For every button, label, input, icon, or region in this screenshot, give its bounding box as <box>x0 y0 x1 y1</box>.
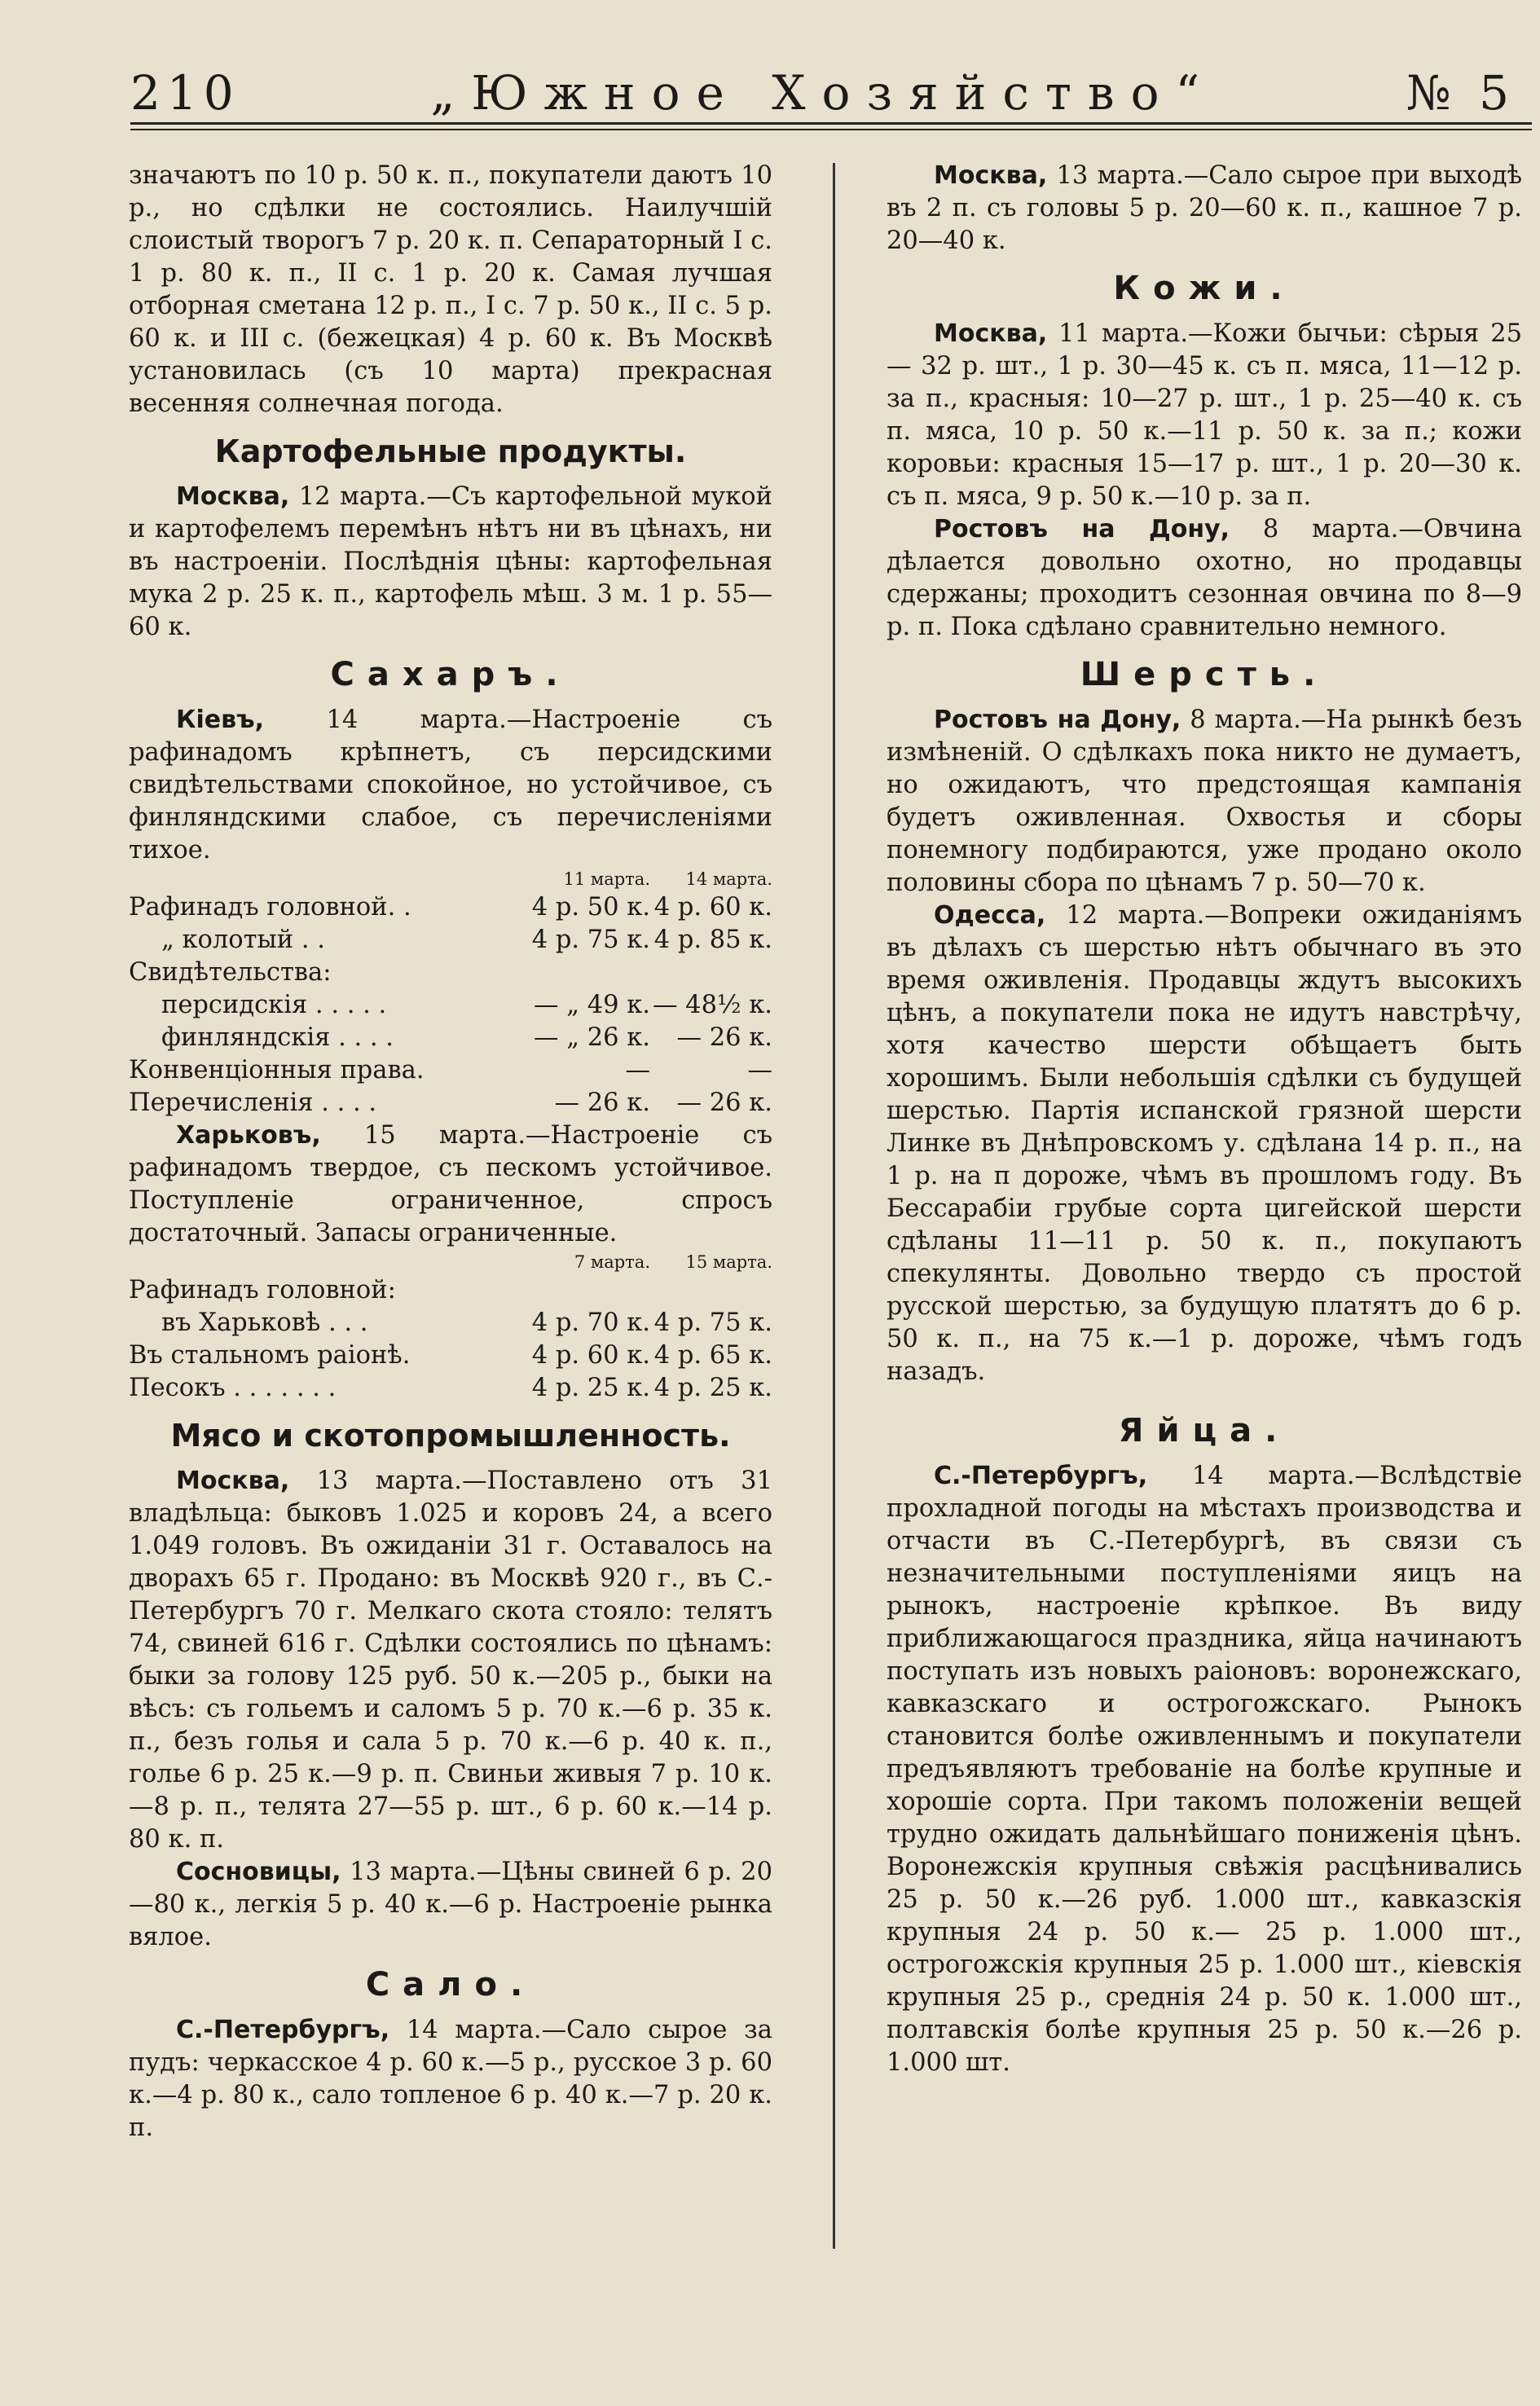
intro-paragraph: значаютъ по 10 р. 50 к. п., покупатели даютъ 10 р., но сдѣлки не состоялись. Наилучшій слоистый творогъ 7 р. 20 к. п. Сепараторный I с. 1 р. 80 к. п., II с. 1 р. 20 к. Самая лучшая отборная сметана 12 р. п., I с. 7 р. 50 к., II с. 5 р. 60 к. и III с. (бежецкая) 4 р. 60 к. Въ Москвѣ установилась (съ 10 марта) прекрасная весенняя солнечная погода. <box>129 161 772 418</box>
table-row: Въ стальномъ раіонѣ. 4 р. 60 к. 4 р. 65 к. <box>129 1341 772 1370</box>
section-heading-sugar: Сахаръ. <box>330 656 571 693</box>
table-row: Конвенціонныя права. — — <box>129 1056 772 1084</box>
report-place: Москва, <box>176 1467 290 1495</box>
table-row: Песокъ . . . . . . . 4 р. 25 к. 4 р. 25 к. <box>129 1374 772 1402</box>
issue-number: № 5 <box>1406 65 1516 121</box>
column-divider <box>833 163 835 2249</box>
report-place: Ростовъ на Дону, <box>934 515 1230 543</box>
report-text: 8 марта.—На рынкѣ безъ измѣненій. О сдѣлкахъ пока никто не думаетъ, но ожидаютъ, что предстоящая кампанія будетъ оживленная. Охвостья и сборы понемногу подбираются, уже продано около половины сбора по цѣнамъ 7 р. 50—70 к. <box>887 706 1523 897</box>
journal-title: „Южное Хозяйство“ <box>430 65 1217 121</box>
table-row: Свидѣтельства: <box>129 958 332 987</box>
report-text: 8 марта.—Овчина дѣлается довольно охотно, но продавцы сдержаны; проходитъ сезонная овчина по 8—9 р. п. Пока сдѣлано сравнительно немного. <box>887 515 1522 641</box>
date-col-1: 11 марта. <box>563 869 650 889</box>
table-date-row <box>129 867 772 891</box>
kharkov-price-table <box>129 1250 772 1405</box>
table-row: персидскія . . . . . — „ 49 к. — 48½ к. <box>161 991 772 1019</box>
kharkov-report <box>129 1119 772 1250</box>
table-date-row <box>129 1250 772 1274</box>
report-text: 11 марта.—Кожи бычьи: сѣрыя 25— 32 р. шт., 1 р. 30—45 к. съ п. мяса, 11—12 р. за п., красныя: 10—27 р. шт., 1 р. 25—40 к. съ п. мяса, 10 р. 50 к.—11 р. 50 к. за п.; кожи коровьи: красныя 15—17 р. шт., 1 р. 20—30 к. съ п. мяса, 9 р. 50 к.—10 р. за п. <box>887 319 1522 511</box>
spacer <box>887 1388 1522 1400</box>
right-column <box>887 160 1522 2079</box>
report-place: Ростовъ на Дону, <box>934 706 1181 734</box>
table-row: „ колотый . . 4 р. 75 к. 4 р. 85 к. <box>161 926 772 954</box>
report-text: 14 марта.—Вслѣдствіе прохладной погоды на мѣстахъ производства и отчасти въ С.-Петербургѣ, въ связи съ незначительными поступленіями яицъ на рынокъ, настроеніе крѣпкое. Въ виду приближающагося праздника, яйца начинаютъ поступать изъ новыхъ раіоновъ: воронежскаго, кавказскаго и острогожскаго. Рынокъ становится болѣе оживленнымъ и покупатели предъявляютъ требованіе на болѣе крупные и хорошіе сорта. При такомъ положеніи вещей трудно ожидать дальнѣйшаго пониженія цѣнъ. Воронежскія крупныя свѣжія расцѣнивались 25 р. 50 к.—26 руб. 1.000 шт., кавказскія крупныя 24 р. 50 к.— 25 р. 1.000 шт., острогожскія крупныя 25 р. 1.000 шт., кіевскія крупныя 25 р., среднія 24 р. 50 к. 1.000 шт., полтавскія болѣе крупныя 25 р. 50 к.—26 р. 1.000 шт. <box>887 1462 1522 2077</box>
report-text: 14 марта.—Сало сырое за пудъ: черкасское 4 р. 60 к.—5 р., русское 3 р. 60 к.—4 р. 80 к., сало топленое 6 р. 40 к.—7 р. 20 к. п. <box>129 2016 772 2142</box>
section-heading-hides: Кожи. <box>1113 270 1296 307</box>
sosnovitsy-report <box>129 1856 772 1954</box>
table-row: Перечисленія . . . . — 26 к. — 26 к. <box>129 1089 772 1117</box>
report-place: Харьковъ, <box>176 1121 321 1150</box>
section-heading-meat: Мясо и скотопромышленность. <box>170 1418 731 1454</box>
date-col-2: 15 марта. <box>685 1252 772 1272</box>
header-rule-top <box>130 122 1532 125</box>
report-text: 12 марта.—Вопреки ожиданіямъ въ дѣлахъ съ шерстью нѣтъ обычнаго въ это время оживленія. Продавцы ждутъ высокихъ цѣнъ, а покупатели пока не идутъ навстрѣчу, хотя качество шерсти обѣщаетъ быть хорошимъ. Были небольшія сдѣлки съ будущей шерстью. Партія испанской грязной шерсти Линке въ Днѣпровскомъ у. сдѣлана 14 р. п., на 1 р. на п дороже, чѣмъ въ прошломъ году. Въ Бессарабіи грубые сорта цигейской шерсти сдѣланы 11—11 р. 50 к. п., покупаютъ спекулянты. Довольно твердо съ простой русской шерстью, за будущую платятъ до 6 р. 50 к. п., на 75 к.—1 р. дороже, чѣмъ годъ назадъ. <box>887 901 1522 1386</box>
report-text: 12 марта.—Съ картофельной мукой и картофелемъ перемѣнъ нѣтъ ни въ цѣнахъ, ни въ настроеніи. Послѣднія цѣны: картофельная мука 2 р. 25 к. п., картофель мѣш. 3 м. 1 р. 55—60 к. <box>129 482 772 641</box>
report-place: Москва, <box>176 482 290 511</box>
report-place: С.-Петербургъ, <box>176 2016 390 2044</box>
section-heading-wool: Шерсть. <box>1080 656 1329 693</box>
moscow-hides-report <box>887 318 1522 513</box>
report-text: 15 марта.—Настроеніе съ рафинадомъ твердое, съ пескомъ устойчивое. Поступленіе ограниченное, спросъ достаточный. Запасы ограниченные. <box>129 1121 772 1247</box>
page-header <box>130 65 1516 130</box>
kiev-report <box>129 704 772 867</box>
odessa-wool-report <box>887 900 1522 1388</box>
table-row: финляндскія . . . . — „ 26 к. — 26 к. <box>161 1023 772 1052</box>
page-number: 210 <box>130 65 240 121</box>
spb-salo-report <box>129 2014 772 2144</box>
report-place: Кіевъ, <box>176 706 265 734</box>
date-col-1: 7 марта. <box>574 1252 650 1272</box>
moscow-meat-report <box>129 1465 772 1856</box>
table-row: Рафинадъ головной: <box>129 1276 396 1304</box>
report-text: 13 марта.—Цѣны свиней 6 р. 20—80 к., легкія 5 р. 40 к.—6 р. Настроеніе рынка вялое. <box>129 1858 772 1951</box>
table-row: въ Харьковѣ . . . 4 р. 70 к. 4 р. 75 к. <box>161 1309 772 1337</box>
report-place: Сосновицы, <box>176 1858 341 1886</box>
left-column <box>129 160 772 2144</box>
date-col-2: 14 марта. <box>685 869 772 889</box>
report-text: 14 марта.—Настроеніе съ рафинадомъ крѣпнетъ, съ персидскими свидѣтельствами спокойное, но устойчивое, съ финляндскими слабое, съ перечисленіями тихое. <box>129 706 772 864</box>
moscow-salo-report <box>887 160 1522 257</box>
section-heading-potato: Картофельные продукты. <box>214 433 687 469</box>
header-rule-bottom <box>130 129 1532 130</box>
rostov-hides-report <box>887 513 1522 644</box>
rostov-wool-report <box>887 704 1522 900</box>
potato-report <box>129 481 772 644</box>
kiev-price-table <box>129 867 772 1119</box>
report-place: С.-Петербургъ, <box>934 1462 1148 1490</box>
section-heading-salo: Сало. <box>365 1966 536 2004</box>
report-place: Москва, <box>934 319 1048 348</box>
spb-eggs-report <box>887 1460 1522 2079</box>
report-place: Москва, <box>934 161 1048 190</box>
table-row: Рафинадъ головной. . 4 р. 50 к. 4 р. 60 к. <box>129 893 772 921</box>
report-place: Одесса, <box>934 901 1046 930</box>
section-heading-eggs: Яйца. <box>1118 1412 1291 1449</box>
report-text: 13 марта.—Поставлено отъ 31 владѣльца: быковъ 1.025 и коровъ 24, а всего 1.049 головъ. Въ ожиданіи 31 г. Оставалось на дворахъ 65 г. Продано: въ Москвѣ 920 г., въ С.-Петербургъ 70 г. Мелкаго скота стояло: телятъ 74, свиней 616 г. Сдѣлки состоялись по цѣнамъ: быки за голову 125 руб. 50 к.—205 р., быки на вѣсъ: съ гольемъ и саломъ 5 р. 70 к.—6 р. 35 к. п., безъ голья и сала 5 р. 70 к.—6 р. 40 к. п., голье 6 р. 25 к.—9 р. п. Свиньи живыя 7 р. 10 к.—8 р. п., телята 27—55 р. шт., 6 р. 60 к.—14 р. 80 к. п. <box>129 1467 772 1854</box>
report-text: 13 марта.—Сало сырое при выходѣ въ 2 п. съ головы 5 р. 20—60 к. п., кашное 7 р. 20—40 к. <box>887 161 1522 255</box>
